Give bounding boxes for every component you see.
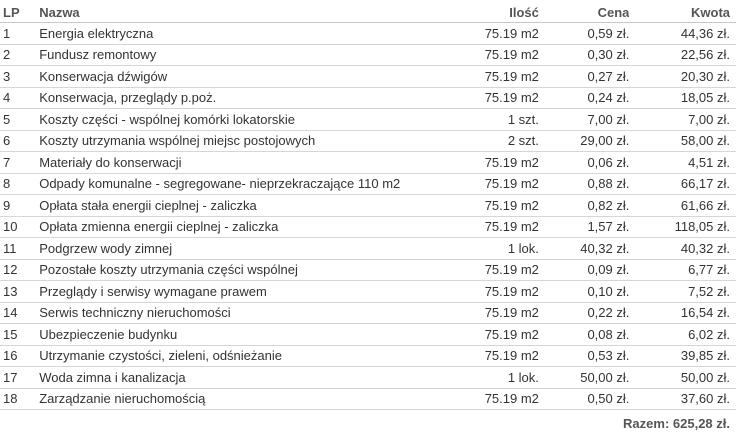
cell-price: 29,00 zł. [539, 130, 629, 152]
cell-name: Materiały do konserwacji [39, 152, 441, 174]
cell-name: Fundusz remontowy [39, 44, 441, 66]
cell-amount: 44,36 zł. [629, 23, 736, 45]
cell-qty: 75.19 m2 [441, 87, 539, 109]
cell-price: 7,00 zł. [539, 109, 629, 131]
header-lp: LP [0, 2, 39, 23]
cell-price: 1,57 zł. [539, 216, 629, 238]
cell-amount: 6,02 zł. [629, 324, 736, 346]
cell-price: 0,06 zł. [539, 152, 629, 174]
cell-name: Zarządzanie nieruchomością [39, 388, 441, 410]
table-row [0, 87, 736, 109]
cell-amount: 4,51 zł. [629, 152, 736, 174]
cell-amount: 7,00 zł. [629, 109, 736, 131]
cell-price: 0,10 zł. [539, 281, 629, 303]
cell-amount: 16,54 zł. [629, 302, 736, 324]
cell-name: Ubezpieczenie budynku [39, 324, 441, 346]
total-amount: Razem: 625,28 zł. [623, 416, 730, 431]
table-row [0, 281, 736, 303]
table-header-row [0, 2, 736, 23]
cell-lp: 18 [0, 388, 39, 410]
cell-qty: 75.19 m2 [441, 152, 539, 174]
cell-price: 0,08 zł. [539, 324, 629, 346]
cell-lp: 10 [0, 216, 39, 238]
table-body [0, 23, 736, 410]
header-amount: Kwota [629, 2, 736, 23]
cell-price: 0,30 zł. [539, 44, 629, 66]
cell-price: 0,59 zł. [539, 23, 629, 45]
cell-lp: 17 [0, 367, 39, 389]
table-row [0, 367, 736, 389]
cell-qty: 75.19 m2 [441, 302, 539, 324]
cell-amount: 7,52 zł. [629, 281, 736, 303]
cell-qty: 75.19 m2 [441, 173, 539, 195]
table-row [0, 302, 736, 324]
cell-qty: 75.19 m2 [441, 259, 539, 281]
table-row [0, 23, 736, 45]
cell-qty: 75.19 m2 [441, 388, 539, 410]
cell-lp: 15 [0, 324, 39, 346]
cell-amount: 58,00 zł. [629, 130, 736, 152]
cell-lp: 11 [0, 238, 39, 260]
cell-qty: 1 lok. [441, 238, 539, 260]
table-row [0, 324, 736, 346]
cell-price: 0,50 zł. [539, 388, 629, 410]
cell-lp: 12 [0, 259, 39, 281]
cell-amount: 20,30 zł. [629, 66, 736, 88]
table-row [0, 345, 736, 367]
cell-amount: 40,32 zł. [629, 238, 736, 260]
table-row [0, 238, 736, 260]
cell-name: Energia elektryczna [39, 23, 441, 45]
table-row [0, 109, 736, 131]
cell-lp: 16 [0, 345, 39, 367]
table-row [0, 130, 736, 152]
cell-name: Koszty utrzymania wspólnej miejsc postojowych [39, 130, 441, 152]
cell-qty: 1 lok. [441, 367, 539, 389]
header-name: Nazwa [39, 2, 441, 23]
cell-lp: 13 [0, 281, 39, 303]
cell-amount: 39,85 zł. [629, 345, 736, 367]
cell-qty: 1 szt. [441, 109, 539, 131]
table-row [0, 66, 736, 88]
table-row [0, 388, 736, 410]
cell-price: 40,32 zł. [539, 238, 629, 260]
cell-amount: 61,66 zł. [629, 195, 736, 217]
cell-qty: 75.19 m2 [441, 281, 539, 303]
cell-name: Serwis techniczny nieruchomości [39, 302, 441, 324]
cell-price: 0,22 zł. [539, 302, 629, 324]
cell-amount: 6,77 zł. [629, 259, 736, 281]
cell-price: 50,00 zł. [539, 367, 629, 389]
fees-table [0, 2, 736, 410]
table-row [0, 216, 736, 238]
cell-name: Woda zimna i kanalizacja [39, 367, 441, 389]
cell-lp: 7 [0, 152, 39, 174]
cell-amount: 50,00 zł. [629, 367, 736, 389]
table-row [0, 195, 736, 217]
cell-qty: 75.19 m2 [441, 324, 539, 346]
cell-name: Koszty części - wspólnej komórki lokatorskie [39, 109, 441, 131]
cell-qty: 75.19 m2 [441, 216, 539, 238]
cell-qty: 75.19 m2 [441, 44, 539, 66]
table-row [0, 173, 736, 195]
header-price: Cena [539, 2, 629, 23]
cell-lp: 14 [0, 302, 39, 324]
cell-qty: 75.19 m2 [441, 195, 539, 217]
table-row [0, 259, 736, 281]
table-row [0, 152, 736, 174]
cell-qty: 75.19 m2 [441, 345, 539, 367]
header-qty: Ilość [441, 2, 539, 23]
cell-name: Pozostałe koszty utrzymania części wspólnej [39, 259, 441, 281]
cell-price: 0,88 zł. [539, 173, 629, 195]
cell-name: Przeglądy i serwisy wymagane prawem [39, 281, 441, 303]
cell-lp: 1 [0, 23, 39, 45]
cell-amount: 37,60 zł. [629, 388, 736, 410]
cell-name: Konserwacja, przeglądy p.poż. [39, 87, 441, 109]
table-row [0, 44, 736, 66]
cell-lp: 9 [0, 195, 39, 217]
cell-amount: 118,05 zł. [629, 216, 736, 238]
cell-lp: 5 [0, 109, 39, 131]
cell-amount: 18,05 zł. [629, 87, 736, 109]
cell-lp: 3 [0, 66, 39, 88]
cell-price: 0,27 zł. [539, 66, 629, 88]
cell-name: Odpady komunalne - segregowane- nieprzekraczające 110 m2 [39, 173, 441, 195]
cell-qty: 2 szt. [441, 130, 539, 152]
cell-name: Opłata zmienna energii cieplnej - zaliczka [39, 216, 441, 238]
cell-price: 0,09 zł. [539, 259, 629, 281]
cell-lp: 4 [0, 87, 39, 109]
cell-amount: 22,56 zł. [629, 44, 736, 66]
cell-lp: 8 [0, 173, 39, 195]
cell-lp: 6 [0, 130, 39, 152]
cell-price: 0,82 zł. [539, 195, 629, 217]
cell-qty: 75.19 m2 [441, 23, 539, 45]
cell-name: Opłata stała energii cieplnej - zaliczka [39, 195, 441, 217]
cell-name: Podgrzew wody zimnej [39, 238, 441, 260]
cell-amount: 66,17 zł. [629, 173, 736, 195]
cell-lp: 2 [0, 44, 39, 66]
cell-qty: 75.19 m2 [441, 66, 539, 88]
cell-price: 0,24 zł. [539, 87, 629, 109]
cell-price: 0,53 zł. [539, 345, 629, 367]
cell-name: Konserwacja dźwigów [39, 66, 441, 88]
cell-name: Utrzymanie czystości, zieleni, odśnieżanie [39, 345, 441, 367]
